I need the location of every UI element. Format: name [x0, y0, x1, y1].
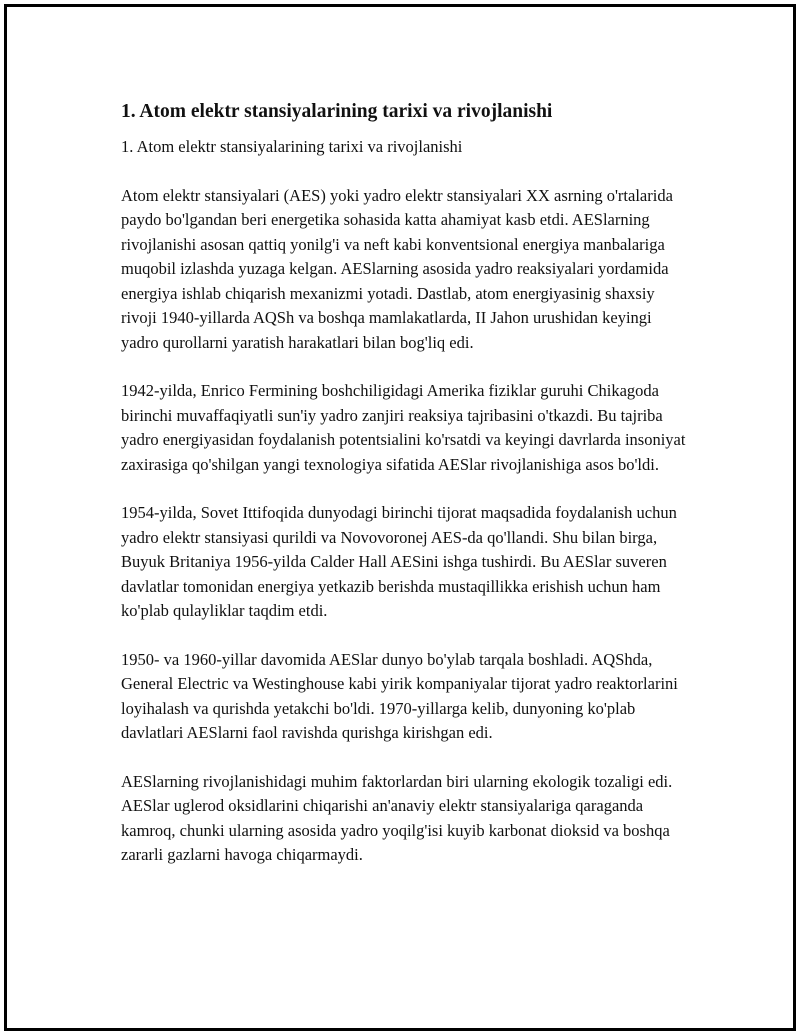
document-page — [4, 4, 796, 1031]
paragraph-3: 1954-yilda, Sovet Ittifoqida dunyodagi birinchi tijorat maqsadida foydalanish uchun yadro elektr stansiyasi qurildi va Novovoronej AES-da qo'llandi. Shu bilan birga, Buyuk Britaniya 1956-yilda Calder Hall AESini ishga tushirdi. Bu AESlar suveren davlatlar tomonidan energiya yetkazib berishda mustaqillikka erishish uchun ham ko'plab qulayliklar taqdim etdi. — [121, 503, 677, 620]
document-subheading: 1. Atom elektr stansiyalarining tarixi va rivojlanishi — [121, 137, 463, 156]
paragraph-4: 1950- va 1960-yillar davomida AESlar dunyo bo'ylab tarqala boshladi. AQShda, General Electric va Westinghouse kabi yirik kompaniyalar tijorat yadro reaktorlarini loyihalash va qurishda yetakchi bo'ldi. 1970-yillarga kelib, dunyoning ko'plab davlatlari AESlarni faol ravishda qurishga kirishgan edi. — [121, 649, 678, 742]
paragraph-2: 1942-yilda, Enrico Fermining boshchiligidagi Amerika fiziklar guruhi Chikagoda birinchi muvaffaqiyatli sun'iy yadro zanjiri reaksiya tajribasini o'tkazdi. Bu tajriba yadro energiyasidan foydalanish potentsialini ko'rsatdi va keyingi davrlarda insoniyat zaxirasiga qo'shilgan yangi texnologiya sifatida AESlar rivojlanishiga asos bo'ldi. — [121, 381, 686, 474]
paragraph-5: AESlarning rivojlanishidagi muhim faktorlardan biri ularning ekologik tozaligi edi. AESlar uglerod oksidlarini chiqarishi an'anaviy elektr stansiyalariga qaraganda kamroq, chunki ularning asosida yadro yoqilg'isi kuyib karbonat dioksid va boshqa zararli gazlarni havoga chiqarmaydi. — [121, 771, 673, 864]
document-content — [121, 99, 691, 868]
paragraph-1: Atom elektr stansiyalari (AES) yoki yadro elektr stansiyalari XX asrning o'rtalarida paydo bo'lgandan beri energetika sohasida katta ahamiyat kasb etdi. AESlarning rivojlanishi asosan qattiq yonilg'i va neft kabi konventsional energiya manbalariga muqobil izlashda yuzaga kelgan. AESlarning asosida yadro reaksiyalari yordamida energiya ishlab chiqarish mexanizmi yotadi. Dastlab, atom energiyasinig shaxsiy rivoji 1940-yillarda AQSh va boshqa mamlakatlarda, II Jahon urushidan keyingi yadro qurollarni yaratish harakatlari bilan bog'liq edi. — [121, 185, 673, 352]
document-heading: 1. Atom elektr stansiyalarining tarixi va rivojlanishi — [121, 101, 553, 122]
